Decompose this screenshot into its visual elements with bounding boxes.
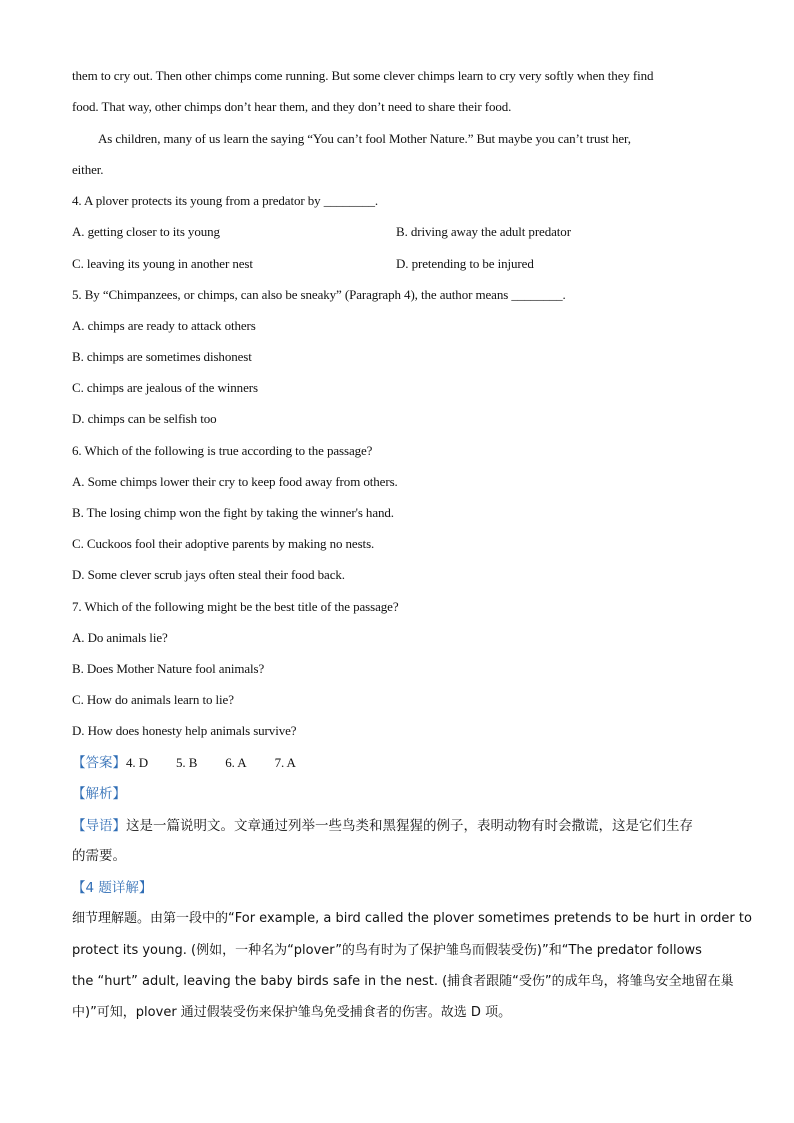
- question-7-option-a: A. Do animals lie?: [72, 630, 168, 645]
- question-7-stem: 7. Which of the following might be the best title of the passage?: [72, 599, 399, 614]
- question-4-option-a: A. getting closer to its young: [72, 224, 220, 239]
- question-7-option-c: C. How do animals learn to lie?: [72, 692, 234, 707]
- answer-item: 7. A: [274, 755, 296, 770]
- answer-label: 【答案】: [72, 755, 126, 771]
- q4-detail-line: protect its young. (例如，一种名为“plover”的鸟有时为了保护雏鸟而假装受伤)”和“The predator follows: [72, 943, 702, 958]
- intro-line: [72, 818, 693, 834]
- question-4-option-c: C. leaving its young in another nest: [72, 256, 253, 271]
- question-5-option-d: D. chimps can be selfish too: [72, 411, 217, 426]
- intro-label: 【导语】: [72, 818, 126, 834]
- answer-item: 6. A: [225, 755, 247, 770]
- passage-line: either.: [72, 162, 104, 177]
- intro-text: 这是一篇说明文。文章通过列举一些鸟类和黑猩猩的例子，表明动物有时会撒谎，这是它们生存: [126, 818, 693, 834]
- answer-item: 4. D: [126, 755, 148, 770]
- passage-line: As children, many of us learn the saying “You can’t fool Mother Nature.” But maybe you can’t trust her,: [98, 131, 631, 146]
- question-6-option-c: C. Cuckoos fool their adoptive parents by making no nests.: [72, 536, 375, 551]
- q4-detail-line: 细节理解题。由第一段中的“For example, a bird called the plover sometimes pretends to be hurt in order to: [72, 911, 752, 926]
- question-5-option-c: C. chimps are jealous of the winners: [72, 380, 258, 395]
- question-7-option-b: B. Does Mother Nature fool animals?: [72, 661, 265, 676]
- question-6-option-a: A. Some chimps lower their cry to keep food away from others.: [72, 474, 398, 489]
- answer-line: [72, 755, 296, 771]
- question-4-stem: 4. A plover protects its young from a predator by ________.: [72, 193, 379, 208]
- question-6-option-b: B. The losing chimp won the fight by taking the winner's hand.: [72, 505, 394, 520]
- question-6-option-d: D. Some clever scrub jays often steal their food back.: [72, 567, 345, 582]
- question-5-option-b: B. chimps are sometimes dishonest: [72, 349, 252, 364]
- analysis-label: 【解析】: [72, 786, 126, 802]
- question-5-option-a: A. chimps are ready to attack others: [72, 318, 256, 333]
- passage-line: food. That way, other chimps don’t hear them, and they don’t need to share their food.: [72, 99, 512, 114]
- intro-line-2: 的需要。: [72, 848, 126, 864]
- q4-detail-label: 【4 题详解】: [72, 880, 153, 896]
- question-5-stem: 5. By “Chimpanzees, or chimps, can also be sneaky” (Paragraph 4), the author means ________.: [72, 287, 566, 302]
- question-6-stem: 6. Which of the following is true according to the passage?: [72, 443, 373, 458]
- passage-line: them to cry out. Then other chimps come running. But some clever chimps learn to cry very softly when they find: [72, 68, 654, 83]
- q4-detail-line: the “hurt” adult, leaving the baby birds safe in the nest. (捕食者跟随“受伤”的成年鸟，将雏鸟安全地留在巢: [72, 974, 734, 989]
- question-7-option-d: D. How does honesty help animals survive?: [72, 723, 297, 738]
- question-4-option-b: B. driving away the adult predator: [396, 224, 571, 239]
- question-4-option-d: D. pretending to be injured: [396, 256, 534, 271]
- answer-item: 5. B: [176, 755, 198, 770]
- q4-detail-line: 中)”可知，plover 通过假装受伤来保护雏鸟免受捕食者的伤害。故选 D 项。: [72, 1005, 512, 1020]
